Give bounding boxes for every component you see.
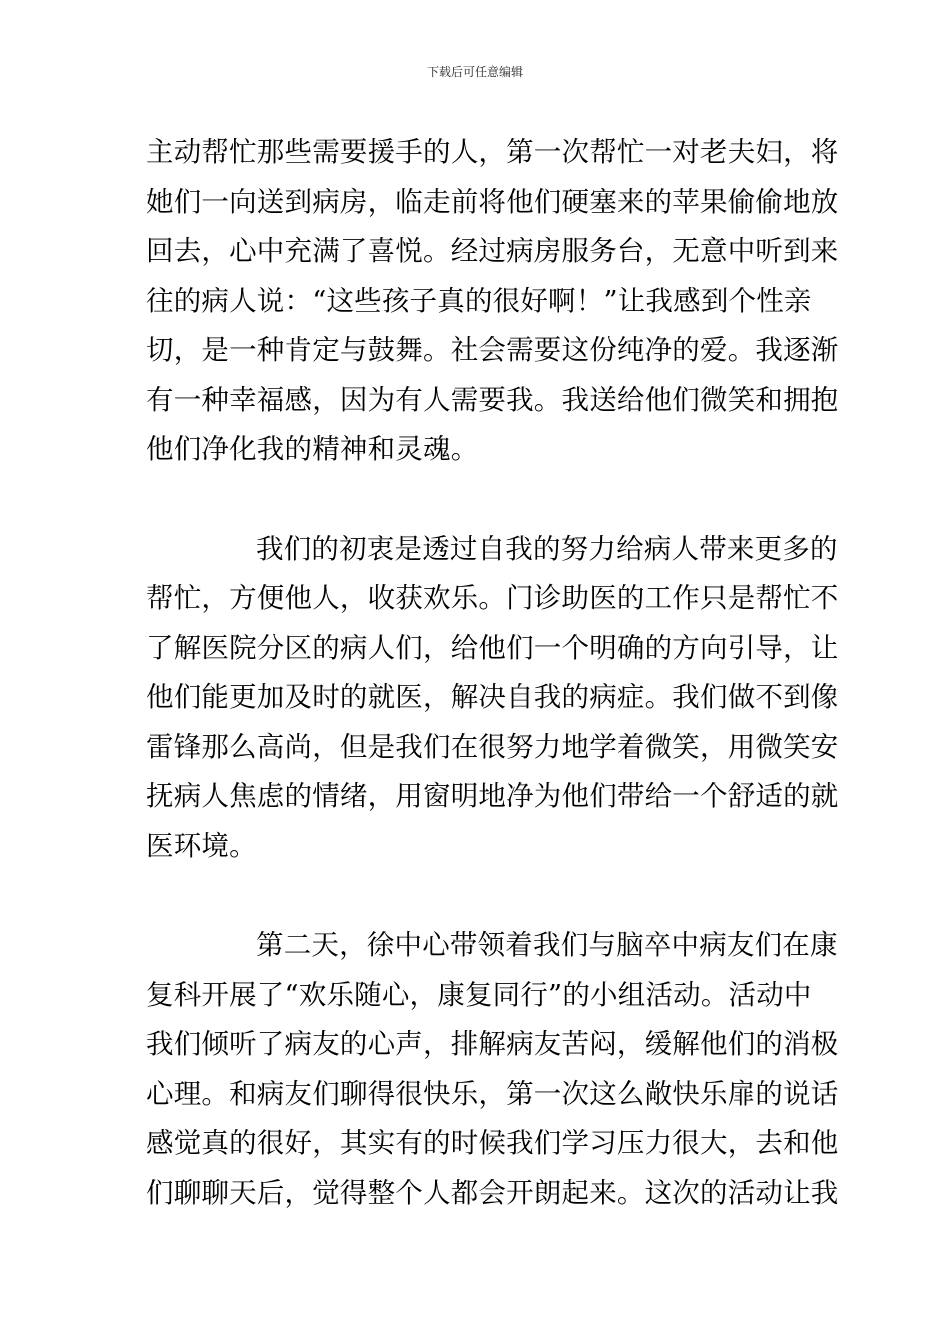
text-line: 他们能更加及时的就医，解决自我的病症。我们做不到像 — [146, 681, 839, 713]
paragraph-2 — [146, 525, 839, 872]
text-line: 抚病人焦虑的情绪，用窗明地净为他们带给一个舒适的就 — [146, 780, 839, 812]
text-line-indented: 第二天，徐中心带领着我们与脑卒中病友们在康 — [256, 929, 838, 961]
paragraph-spacer — [146, 871, 808, 921]
text-line: 我们倾听了病友的心声，排解病友苦闷，缓解他们的消极 — [146, 1028, 839, 1060]
text-line: 雷锋那么高尚，但是我们在很努力地学着微笑，用微笑安 — [146, 730, 839, 763]
text-line: 回去，心中充满了喜悦。经过病房服务台，无意中听到来 — [146, 235, 839, 267]
text-line: 心理。和病友们聊得很快乐，第一次这么敞快乐扉的说话 — [146, 1077, 839, 1110]
page-header-note: 下载后可任意编辑 — [426, 65, 523, 79]
document-body — [146, 128, 839, 1218]
paragraph-1 — [146, 128, 839, 475]
text-line: 切，是一种肯定与鼓舞。社会需要这份纯净的爱。我逐渐 — [146, 334, 839, 366]
text-line: 有一种幸福感，因为有人需要我。我送给他们微笑和拥抱 — [146, 383, 839, 416]
text-line-indented: 我们的初衷是透过自我的努力给病人带来更多的 — [256, 532, 838, 565]
paragraph-spacer — [146, 475, 808, 525]
text-line: 主动帮忙那些需要援手的人，第一次帮忙一对老夫妇，将 — [146, 136, 839, 168]
text-line: 帮忙，方便他人，收获欢乐。门诊助医的工作只是帮忙不 — [146, 582, 839, 614]
text-line: 他们净化我的精神和灵魂。 — [146, 433, 479, 465]
text-line: 往的病人说：“这些孩子真的很好啊！”让我感到个性亲 — [146, 284, 812, 317]
text-line: 感觉真的很好，其实有的时候我们学习压力很大，去和他 — [146, 1127, 839, 1159]
text-line: 医环境。 — [146, 829, 257, 862]
text-line: 们聊聊天后，觉得整个人都会开朗起来。这次的活动让我 — [146, 1176, 839, 1209]
text-line: 了解医院分区的病人们，给他们一个明确的方向引导，让 — [146, 631, 839, 664]
text-line: 复科开展了“欢乐随心，康复同行”的小组活动。活动中 — [146, 978, 812, 1011]
text-line: 她们一向送到病房，临走前将他们硬塞来的苹果偷偷地放 — [146, 185, 839, 218]
paragraph-3 — [146, 921, 839, 1218]
